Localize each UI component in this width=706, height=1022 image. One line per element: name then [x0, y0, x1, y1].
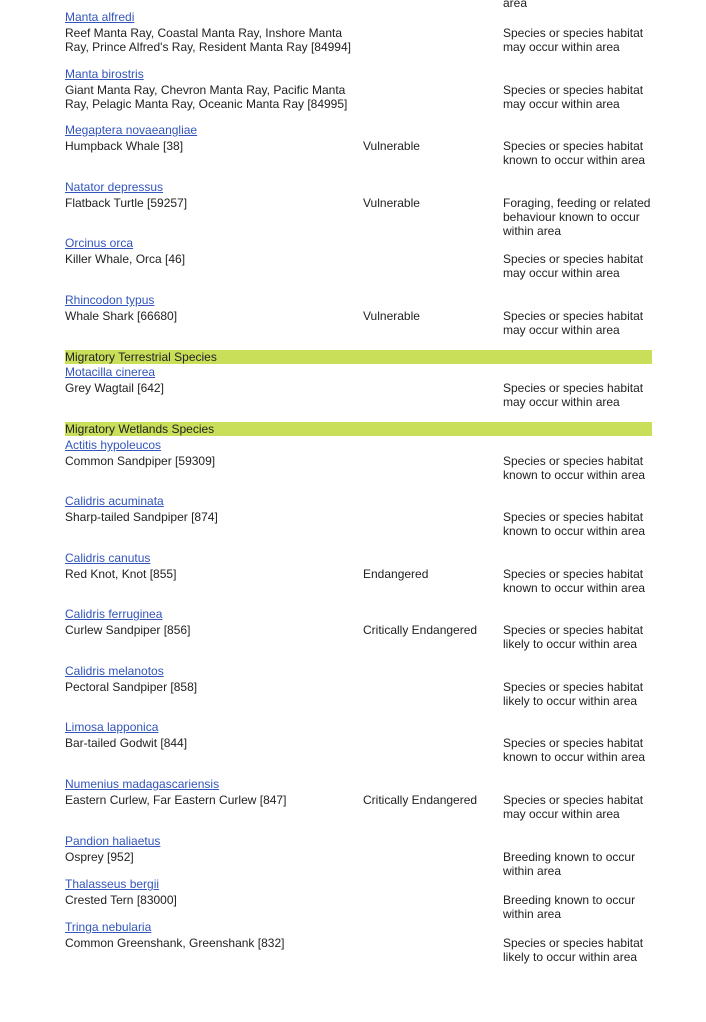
presence-text: Species or species habitat likely to occur within area — [503, 680, 644, 708]
species-common-name: Crested Tern [83000] — [65, 893, 177, 907]
presence-text: Breeding known to occur within area — [503, 893, 636, 921]
species-common-name: Humpback Whale [38] — [65, 139, 184, 153]
presence-text: Species or species habitat known to occur within area — [503, 510, 646, 538]
species-scientific-name-link[interactable]: Rhincodon typus — [65, 293, 155, 307]
species-scientific-name-link[interactable]: Calidris acuminata — [65, 494, 164, 508]
presence-text: Species or species habitat may occur within area — [503, 252, 644, 280]
species-common-name: Pectoral Sandpiper [858] — [65, 680, 198, 694]
species-common-name: Sharp-tailed Sandpiper [874] — [65, 510, 218, 524]
species-scientific-name-link[interactable]: Motacilla cinerea — [65, 365, 156, 379]
species-scientific-name-link[interactable]: Actitis hypoleucos — [65, 438, 162, 452]
presence-text: Species or species habitat may occur within area — [503, 381, 644, 409]
species-scientific-name-link[interactable]: Tringa nebularia — [65, 920, 152, 934]
species-common-name: Whale Shark [66680] — [65, 309, 178, 323]
species-scientific-name-link[interactable]: Numenius madagascariensis — [65, 777, 220, 791]
species-common-name: Osprey [952] — [65, 850, 134, 864]
section-heading: Migratory Wetlands Species — [65, 422, 215, 436]
presence-text: Species or species habitat known to occur within area — [503, 567, 646, 595]
species-common-name: Curlew Sandpiper [856] — [65, 623, 191, 637]
threat-status: Vulnerable — [363, 309, 420, 323]
species-scientific-name-link[interactable]: Manta birostris — [65, 67, 144, 81]
presence-text: Breeding known to occur within area — [503, 850, 636, 878]
species-common-name: Giant Manta Ray, Chevron Manta Ray, Pacific Manta Ray, Pelagic Manta Ray, Oceanic Manta Ray [84995] — [65, 83, 348, 111]
threat-status: Critically Endangered — [363, 793, 478, 807]
species-scientific-name-link[interactable]: Calidris ferruginea — [65, 607, 163, 621]
presence-text: Species or species habitat may occur within area — [503, 83, 644, 111]
presence-text: Species or species habitat known to occur within area — [503, 454, 646, 482]
presence-text: Foraging, feeding or related behaviour known to occur within area — [503, 196, 651, 238]
species-common-name: Common Sandpiper [59309] — [65, 454, 216, 468]
section-heading-band — [65, 350, 652, 364]
species-scientific-name-link[interactable]: Limosa lapponica — [65, 720, 159, 734]
species-scientific-name-link[interactable]: Orcinus orca — [65, 236, 134, 250]
species-scientific-name-link[interactable]: Manta alfredi — [65, 10, 135, 24]
presence-text: Species or species habitat likely to occur within area — [503, 936, 644, 964]
presence-text-fragment: area — [503, 0, 528, 10]
presence-text: Species or species habitat known to occur within area — [503, 139, 646, 167]
threat-status: Vulnerable — [363, 139, 420, 153]
species-common-name: Reef Manta Ray, Coastal Manta Ray, Inshore Manta Ray, Prince Alfred's Ray, Resident Manta Ray [84994] — [65, 26, 351, 54]
presence-text: Species or species habitat known to occur within area — [503, 736, 646, 764]
species-common-name: Eastern Curlew, Far Eastern Curlew [847] — [65, 793, 287, 807]
species-common-name: Killer Whale, Orca [46] — [65, 252, 186, 266]
species-scientific-name-link[interactable]: Thalasseus bergii — [65, 877, 160, 891]
section-heading: Migratory Terrestrial Species — [65, 350, 217, 364]
presence-text: Species or species habitat may occur within area — [503, 309, 644, 337]
species-scientific-name-link[interactable]: Calidris canutus — [65, 551, 151, 565]
species-common-name: Grey Wagtail [642] — [65, 381, 164, 395]
species-common-name: Red Knot, Knot [855] — [65, 567, 177, 581]
species-common-name: Flatback Turtle [59257] — [65, 196, 188, 210]
species-scientific-name-link[interactable]: Pandion haliaetus — [65, 834, 161, 848]
species-scientific-name-link[interactable]: Calidris melanotos — [65, 664, 164, 678]
threat-status: Vulnerable — [363, 196, 420, 210]
species-common-name: Bar-tailed Godwit [844] — [65, 736, 188, 750]
species-common-name: Common Greenshank, Greenshank [832] — [65, 936, 285, 950]
presence-text: Species or species habitat likely to occur within area — [503, 623, 644, 651]
section-heading-band — [65, 422, 652, 436]
presence-text: Species or species habitat may occur within area — [503, 793, 644, 821]
species-scientific-name-link[interactable]: Natator depressus — [65, 180, 164, 194]
threat-status: Critically Endangered — [363, 623, 478, 637]
presence-text: Species or species habitat may occur within area — [503, 26, 644, 54]
threat-status: Endangered — [363, 567, 429, 581]
species-scientific-name-link[interactable]: Megaptera novaeangliae — [65, 123, 198, 137]
